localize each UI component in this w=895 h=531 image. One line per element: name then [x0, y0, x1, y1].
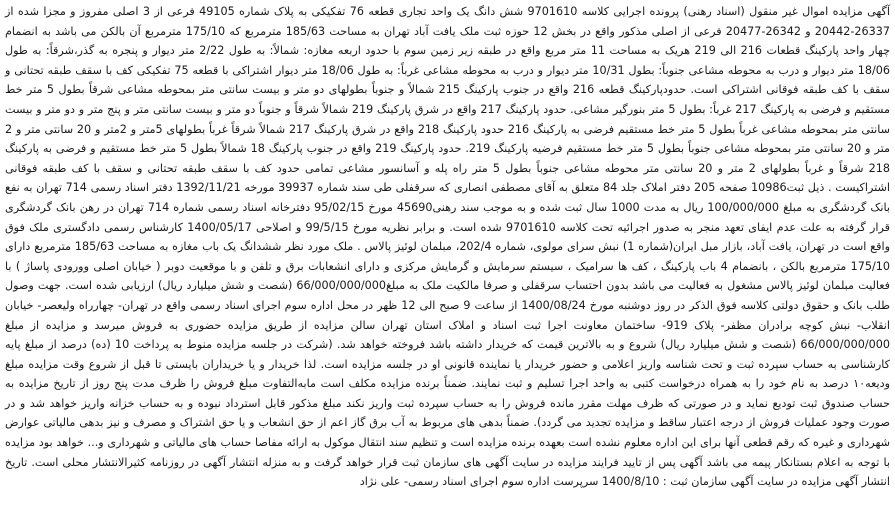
auction-notice-text: آگهی مزایده اموال غیر منقول (اسناد رهنی) پرونده اجرایی کلاسه 9701610 شش دانگ یک واحد تجاری قطعه 76 تفکیکی به پلاک شماره 49105 فرعی از 3 اصلی مفروز و مجزا شده از 26337-20442 و 26342-20477 فرعی از اصلی مذکور واقع در بخش 12 حوزه ثبت ملک یافت آباد تهران به مساحت 185/63 مترمربع که 175/10 مترمربع آن بالکن می باشد به انضمام چهار واحد پارکینگ قطعات 216 الی 219 هریک به مساحت 11 متر مربع واقع در طبقه زیر زمین سوم با حدود اربعه مغازه: شمالاً: به طول 2/22 متر دیوار و پنجره به گذر،شرقاً: به طول 18/06 متر دیوار و درب به محوطه مشاعی جنوباً: بطول 10/31 متر دیوار و درب به محوطه مشاعی غرباً: به طول 18/06 متر دیوار اشتراکی با قطعه 75 تفکیکی کف با سقف طبقه تحتانی و سقف با کف طبقه فوقانی اشتراکی است. حدودپارکینگ قطعه 216 واقع در جنوب پارکینگ 215 شمالاً و جنوباً بطولهای دو متر و بیست سانتی متر بمحوطه مشاعی شرقاً بطول 5 متر خط مستقیم و فرضی به پارکینگ 217 غرباً: بطول 5 متر بنورگیر مشاعی. حدود پارکینگ 217 واقع در شرق پارکینگ 219 شمالاً شرقاً و جنوباً دو متر و بیست سانتی متر و پنج متر و دو متر و بیست سانتی متر بمحوطه مشاعی غرباً بطول 5 متر خط مستقیم فرضی به پارکینگ 216 حدود پارکینگ 218 واقع در شرق پارکینگ 217 شمالاً شرقاً غرباً بطولهای 5متر و 2متر و 20 سانتی متر و 2 متر و 20 سانتی متر بمحوطه مشاعی جنوباً بطول 5 متر خط مستقیم فرضیه پارکینگ 219. حدود پارکینگ 219 واقع در جنوب پارکینگ 18 شمالاً بطول 5 متر خط مستقیم و فرضی به پارکینگ 218 شرقاً و غرباً بطولهای 2 متر و 20 سانتی متر محوطه مشاعی جنوباً بطول 5 متر راه پله و آسانسور مشاعی تمامی حدود کف با سقف طبقه تحتانی و سقف با کف طبقه فوقانی اشتراکیست . ذیل ثبت10986 صفحه 205 دفتر املاک جلد 84 متعلق به آقای مصطفی انصاری که سرقفلی طی سند شماره 39937 مورخه 1392/11/21 دفتر اسناد رسمی 714 تهران به نفع بانک گردشگری به مبلغ 100/000/000 ریال به مدت 1000 سال ثبت شده و به موجب سند رهنی45690 مورخ 95/02/15 دفترخانه اسناد رسمی شماره 714 تهران در رهن بانک گردشگری قرار گرفته به علت عدم ایفای تعهد منجر به صدور اجرائیه تحت کلاسه 9701610 شده است. و برابر نظریه مورخ 99/5/15 و اصلاحی 1400/05/17 کارشناس رسمی دادگستری ملک فوق واقع است در تهران، یافت آباد، بازار مبل ایران(شماره 1) نبش سرای مولوی، شماره 202/4، مبلمان لوئیز پالاس . ملک مورد نظر ششدانگ یک باب مغازه به مساحت 185/63 مترمربع دارای 175/10 مترمربع بالکن ، بانضمام 4 باب پارکینگ ، کف ها سرامیک ، سیستم سرمایش و گرمایش مرکزی و دارای انشعابات برق و تلفن و با موقعیت دوبر ( خیابان اصلی وورودی پاساژ ) با فعالیت مبلمان لوئیز پالاس مشغول به فعالیت می باشد بدون احتساب سرقفلی و صرفا مالکیت ملک به مبلغ66/000/000/000 (شصت و شش میلیارد ریال) ارزیابی شده است. جهت وصول طلب بانک و حقوق دولتی کلاسه فوق الذکر در روز دوشنبه مورخ 1400/08/24 از ساعت 9 صبح الی 12 ظهر در محل اداره سوم اجرای اسناد رسمی واقع در تهران- چهارراه ولیعصر- خیابان انقلاب- نبش کوچه برادران مظفر- پلاک 919- ساختمان معاونت اجرا ثبت اسناد و املاک استان تهران سالن مزایده از طریق مزایده حضوری به فروش میرسد و مزایده از مبلغ 66/000/000/000 (شصت و شش میلیارد ریال) شروع و به بالاترین قیمت که خریدار داشته باشد فروخته خواهد شد. (شرکت در جلسه مزایده منوط به پرداخت 10 (ده) درصد از مبلغ پایه کارشناسی به حساب سپرده ثبت و تحت شناسه واریز اعلامی و حضور خریدار یا نماینده قانونی او در جلسه مزایده است. لذا خریدار و یا خریداران بایستی تا قبل از شروع وقت مزایده مبلغ ودیعه۱۰ درصد به نام خود را به همراه درخواست کتبی به واحد اجرا تسلیم و ثبت نمایند. ضمناً برنده مزایده مکلف است مابه‌التفاوت مبلغ فروش را ظرف مدت پنج روز از تاریخ مزایده به حساب صندوق ثبت تودیع نماید و در صورتی که ظرف مهلت مقرر مانده فروش را به حساب سپرده ثبت واریز نکند مبلغ مذکور قابل استرداد نبوده و به حساب خزانه واریز خواهد شد و در صورت وجود عملیات فروش از درجه اعتبار ساقط و مزایده تجدید می گردد). ضمناً بدهی های مربوط به آب برق گاز اعم از حق انشعاب و یا حق اشتراک و مصرف و نیز بدهی مالیاتی عوارض شهرداری و غیره که رقم قطعی آنها برای این اداره معلوم نشده است بعهده برنده مزایده است و تنظیم سند انتقال موکول به ارائه مفاصا حساب های مالیاتی و شهرداری و... خواهد بود مزایده با توجه به اعلام بستانکار پیمه می باشد آگهی پس از تایید فرایند مزایده در سایت آگهی های سازمان ثبت قرار خواهد گرفت و به منزله انتشار آگهی در روزنامه کثیرالانتشار محلی است. تاریخ انتشار آگهی مزایده در سایت آگهی سازمان ثبت : 1400/8/10 سرپرست اداره سوم اجرای اسناد رسمی- علی نژاد: [5, 5, 891, 489]
